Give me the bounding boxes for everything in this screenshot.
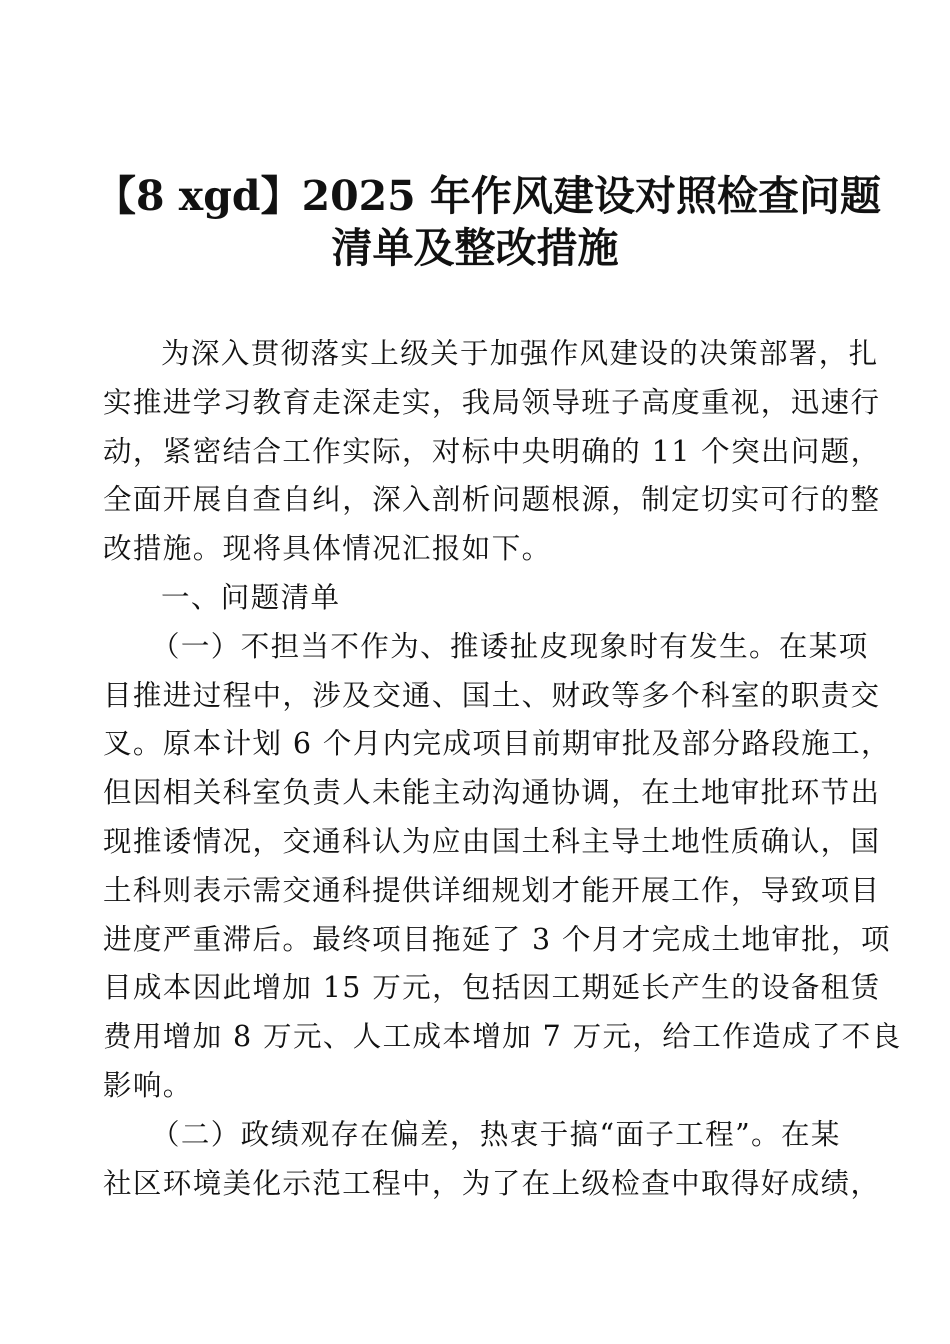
paragraph-item1-line-5: 现推诿情况，交通科认为应由国土科主导土地性质确认，国 [103,824,881,858]
paragraph-intro-line-2: 实推进学习教育走深走实，我局领导班子高度重视，迅速行 [103,385,881,419]
title-line-2: 清单及整改措施 [331,224,619,272]
paragraph-intro-line-1: 为深入贯彻落实上级关于加强作风建设的决策部署，扎 [161,337,879,370]
paragraph-intro-line-3: 动，紧密结合工作实际，对标中央明确的 11 个突出问题， [103,434,881,468]
paragraph-intro-line-4: 全面开展自查自纠，深入剖析问题根源，制定切实可行的整 [103,483,881,517]
paragraph-item1-line-1: （一）不担当不作为、推诿扯皮现象时有发生。在某项 [151,629,869,663]
paragraph-item1-line-4: 但因相关科室负责人未能主动沟通协调，在土地审批环节出 [103,776,881,810]
paragraph-intro-line-5: 改措施。现将具体情况汇报如下。 [103,532,552,566]
document-title [95,170,881,274]
paragraph-item1-line-2: 目推进过程中，涉及交通、国土、财政等多个科室的职责交 [103,678,881,712]
paragraph-item1-line-7: 进度严重滞后。最终项目拖延了 3 个月才完成土地审批，项 [103,922,891,956]
paragraph-item1-line-10: 影响。 [103,1068,193,1102]
paragraph-item1-line-6: 土科则表示需交通科提供详细规划才能开展工作，导致项目 [103,873,881,907]
paragraph-item1-line-3: 叉。原本计划 6 个月内完成项目前期审批及部分路段施工， [103,727,891,761]
paragraph-item2-line-1: （二）政绩观存在偏差，热衷于搞“面子工程”。在某 [151,1117,841,1151]
document-body [103,330,902,1208]
title-line-1: 【8 xgd】2025 年作风建设对照检查问题 [95,172,881,220]
paragraph-item1-line-8: 目成本因此增加 15 万元，包括因工期延长产生的设备租赁 [103,971,881,1005]
paragraph-item1-line-9: 费用增加 8 万元、人工成本增加 7 万元，给工作造成了不良 [103,1020,902,1054]
paragraph-item2-line-2: 社区环境美化示范工程中，为了在上级检查中取得好成绩， [103,1166,881,1200]
section-heading: 一、问题清单 [161,580,341,614]
